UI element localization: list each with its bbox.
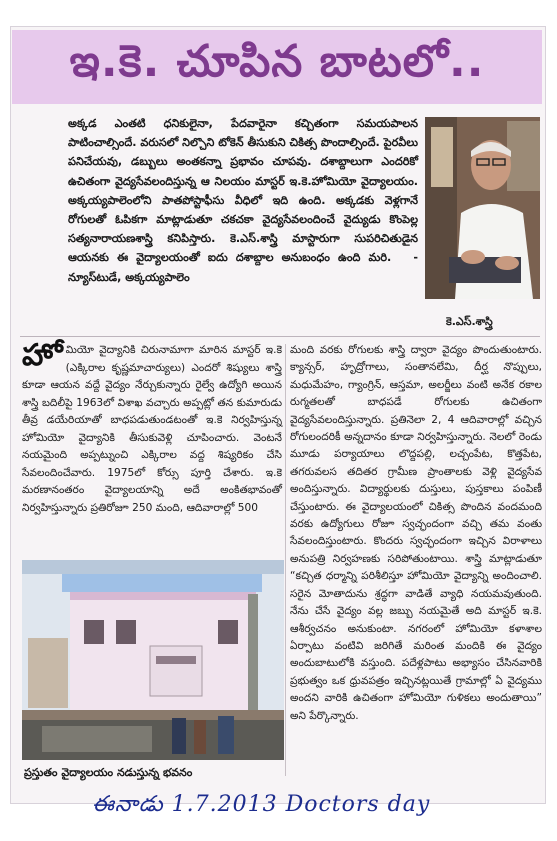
headline-banner [12, 30, 542, 104]
dropcap: హో [22, 338, 63, 373]
intro-paragraph [68, 114, 418, 336]
byline: - న్యూస్‌టుడే, అక్కయ్యపాలెం [68, 251, 418, 284]
section-divider [20, 336, 540, 337]
right-column [290, 342, 542, 782]
right-column-text: మంది వరకు రోగులకు శాస్త్రి ద్వారా వైద్యం పొందుతుంటారు. క్యాన్సర్, హృద్రోగాలు, సంతానలేమి, దీర్ఘ నొప్పులు, మధుమేహం, గ్యాంగ్రిన్, ఆస్తమా, అలర్జీలు వంటి అనేక రకాల రుగ్మతలతో బాధపడే రోగులకు ఉచితంగా వైద్యసేవలందిస్తున్నారు. ప్రతినెలా 2, 4 ఆదివారాల్లో వచ్చిన రోగులందరికీ అన్నదానం కూడా నిర్వహిస్తున్నారు. నెలలో రెండు మూడు పర్యాయాలు లొద్దపల్లి, లచ్చంపేట, కొత్తపేట, తగరువలస తదితర గ్రామీణ ప్రాంతాలకు వెళ్లి వైద్యసేవ అందిస్తున్నారు. విద్యార్థులకు దుస్తులు, పుస్తకాలు పంపిణీ చేస్తుంటారు. ఈ వైద్యాలయంలో చికిత్స పొందిన వందమంది వరకు ఉద్యోగులు రోజూ స్వచ్ఛందంగా వచ్చి తమ వంతు సేవలందిస్తుంటారు. కొందరు స్వచ్ఛందంగా ఇచ్చిన విరాళాలు అనుపత్రి నిర్వహణకు సరిపోతుంటాయి. శాస్త్రి మాట్లాడుతూ “కచ్చిత ధర్మాన్ని పరిశీలిస్తూ హోమియో వైద్యాన్ని అందించాలి. సరైన మోతాదును శ్రద్ధగా వాడితే వ్యాధి నయమవుతుంది. నేను చేసే వైద్యం వల్ల జబ్బు నయమైతే అది మాస్టర్ ఇ.కె. ఆశీర్వచనం అనుకుంటా. నగరంలో హోమియో కళాశాల ఏర్పాటు వంటివి జరిగితే మరింత మందికి ఈ వైద్యం అందుబాటులోకి వస్తుంది. పదేళ్లపాటు అభ్యాసం చేసినవారికి ప్రభుత్వం ఒక ధ్రువపత్రం ఇచ్చినట్లయితే గ్రామాల్లో ఏ వైద్యము అందని వారికి ఉచితంగా హోమియో గుళికలు అందుతాయి” అని పేర్కొన్నారు. [290, 344, 542, 722]
building-photo [22, 560, 284, 760]
headline: ఇ.కె. చూపిన బాటలో.. [69, 36, 485, 87]
left-column [22, 338, 282, 552]
photo-caption: కె.ఎస్.శాస్త్రి [446, 315, 493, 328]
handwritten-note: ఈనాడు 1.7.2013 Doctors day [92, 792, 431, 817]
building-caption: ప్రస్తుతం వైద్యాలయం నడుస్తున్న భవనం [24, 766, 193, 779]
intro-text: అక్కడ ఎంతటి ధనికులైనా, పేదవారైనా కచ్చితంగా సమయపాలన పాటించాల్సిందే. వరుసలో నిల్చొని టోకెన్ తీసుకుని చికిత్స పొందాల్సిందే. పైరవీలు పనిచేయవు, డబ్బులు అంతకన్నా ప్రభావం చూపవు. దశాబ్దాలుగా ఎందరికో ఉచితంగా వైద్యసేవలందిస్తున్న ఆ నిలయం మాస్టర్ ఇ.కె.హోమియో వైద్యాలయం. అక్కయ్యపాలెంలోని పాతపోస్టాఫీసు వీధిలో ఇది ఉంది. అక్కడకు వెళ్లగానే రోగులతో ఓపికగా మాట్లాడుతూ చకచకా వైద్యసేవలందించే వైద్యుడు కొంపెల్ల సత్యనారాయణశాస్త్రి కనిపిస్తారు. కె.ఎస్.శాస్త్రి మాస్టారుగా సుపరిచితుడైన ఆయనకు ఈ వైద్యాలయంతో ఐదు దశాబ్దాల అనుబంధం ఉంది మరి. [68, 117, 418, 265]
portrait-illustration [425, 117, 540, 299]
left-column-text: మియో వైద్యానికి చిరునామాగా మారిన మాస్టర్ ఇ.కె (ఎక్కిరాల కృష్ణమాచార్యులు) ఎందరో శిష్యులు శాస్త్రి కూడా ఆయన వద్దే వైద్యం నేర్చుకున్నారు రైల్వే ఉద్యోగి అయిన శాస్త్రి బదిలీపై 1963లో విశాఖ వచ్చారు అప్పట్లో తన కుమారుడు తీవ్ర డయేరియాతో బాధపడుతుండటంతో ఇ.కె నిర్వహిస్తున్న హోమియో వైద్యానికి తీసుకువెళ్లి చూపించారు. వెంటనే నయమైంది అప్పట్నుంచి ఎక్కిరాల వద్ద శిష్యరికం చేసి సేవలందించేవారు. 1975లో కోర్సు పూర్తి చేశారు. ఇ.కె మరణానంతరం వైద్యాలయాన్ని అదే అంకితభావంతో నిర్వహిస్తున్నారు ప్రతిరోజూ 250 మంది, ఆదివారాల్లో 500 [22, 344, 282, 514]
portrait-photo [425, 117, 540, 299]
column-separator [285, 344, 286, 776]
building-illustration [22, 560, 284, 760]
